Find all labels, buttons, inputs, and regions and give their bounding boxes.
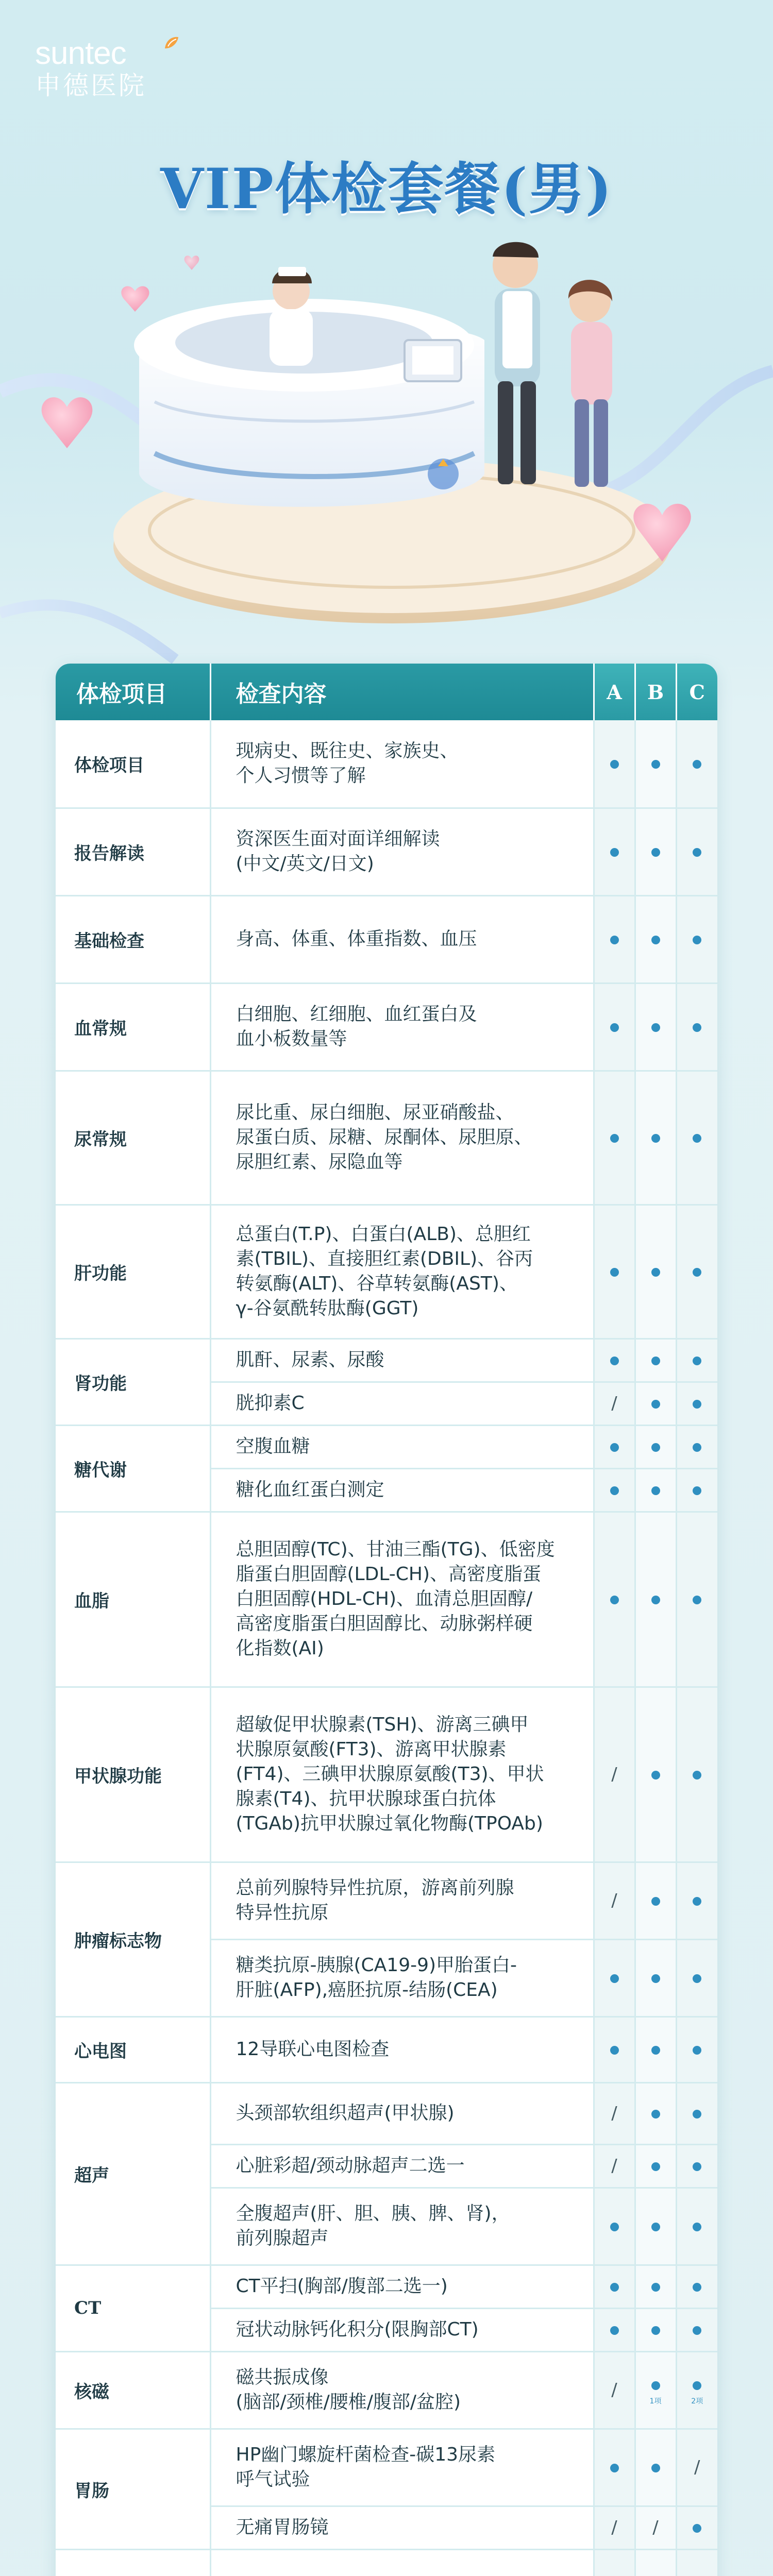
included-dot-icon [651, 1023, 660, 1032]
included-dot-icon [693, 2162, 701, 2171]
included-dot-icon [610, 1357, 619, 1365]
package-a-mark [594, 1687, 635, 1862]
item-line: 尿比重、尿白细胞、尿亚硝酸盐、 [236, 1102, 514, 1123]
item-line: 头颈部软组织超声(甲状腺) [236, 2103, 455, 2124]
package-c-mark [676, 2549, 717, 2576]
included-dot-icon [610, 2283, 619, 2292]
package-a-mark [594, 2016, 635, 2082]
package-a-mark [594, 1338, 635, 1382]
item-line: 特异性抗原 [236, 1902, 329, 1923]
item-line: 肝脏(AFP),癌胚抗原-结肠(CEA) [236, 1979, 498, 2001]
included-dot-icon [651, 2283, 660, 2292]
included-dot-icon [693, 936, 701, 944]
included-dot-icon [610, 1596, 619, 1604]
item-line: 血小板数量等 [236, 1028, 347, 1049]
package-a-mark [594, 2549, 635, 2576]
included-dot-icon [651, 1486, 660, 1495]
item-line: 空腹血糖 [236, 1436, 310, 1457]
included-dot-icon [651, 2381, 660, 2390]
package-b-mark [635, 2188, 676, 2265]
included-dot-icon [693, 1486, 701, 1495]
package-b-mark [635, 2016, 676, 2082]
item-line: (脑部/颈椎/腰椎/腹部/盆腔) [236, 2392, 461, 2413]
included-dot-icon [610, 2223, 619, 2231]
package-c-mark [676, 2351, 717, 2429]
package-b-mark [635, 2308, 676, 2351]
package-b-mark [635, 1425, 676, 1468]
not-included-mark: / [652, 2517, 659, 2538]
item-line: 尿蛋白质、尿糖、尿酮体、尿胆原、 [236, 1127, 533, 1148]
included-dot-icon [651, 1443, 660, 1452]
logo-leaf-icon [163, 35, 180, 50]
category-cell: 核磁 [56, 2351, 210, 2429]
package-a-mark [594, 983, 635, 1071]
category-cell: 体检项目 [56, 720, 210, 808]
package-a-mark [594, 1512, 635, 1687]
item-line: 磁共振成像 [236, 2367, 329, 2388]
item-cell [210, 1468, 594, 1512]
included-dot-icon [651, 848, 660, 857]
table-row [56, 2549, 717, 2576]
package-b-mark [635, 1205, 676, 1338]
table-row [56, 895, 717, 983]
included-dot-icon [693, 1268, 701, 1277]
package-b-mark [635, 1687, 676, 1862]
category-cell: CT [56, 2265, 210, 2351]
package-a-mark [594, 2506, 635, 2549]
table-row [56, 1205, 717, 1338]
category-cell: 肝功能 [56, 1205, 210, 1338]
category-cell: 报告解读 [56, 808, 210, 895]
item-cell [210, 2188, 594, 2265]
included-dot-icon [693, 1134, 701, 1143]
item-cell [210, 983, 594, 1071]
item-line: 总前列腺特异性抗原，游离前列腺 [236, 1877, 514, 1899]
included-dot-icon [693, 2524, 701, 2533]
package-c-mark [676, 1382, 717, 1425]
included-dot-icon [651, 1897, 660, 1906]
package-a-mark [594, 1468, 635, 1512]
package-b-mark [635, 1071, 676, 1205]
item-line: 转氨酶(ALT)、谷草转氨酶(AST)、 [236, 1273, 518, 1294]
not-included-mark: / [611, 1764, 617, 1785]
package-c-mark [676, 2308, 717, 2351]
package-a-mark [594, 1862, 635, 1939]
item-cell [210, 2308, 594, 2351]
page-title: VIP体检套餐(男) [160, 157, 613, 222]
package-b-mark [635, 2082, 676, 2144]
item-cell [210, 1205, 594, 1338]
package-b-mark [635, 1939, 676, 2016]
header-content: 检查内容 [210, 664, 594, 720]
included-dot-icon [651, 936, 660, 944]
not-included-mark: / [611, 1890, 617, 1911]
item-line: 全腹超声(肝、胆、胰、脾、肾)， [236, 2203, 510, 2224]
item-cell [210, 808, 594, 895]
package-c-mark [676, 1862, 717, 1939]
header-category: 体检项目 [56, 664, 210, 720]
item-line: (中文/英文/日文) [236, 853, 374, 874]
package-a-mark [594, 2308, 635, 2351]
item-line: 总胆固醇(TC)、甘油三酯(TG)、低密度 [236, 1539, 555, 1560]
item-cell [210, 2429, 594, 2506]
item-line: CT平扫(胸部/腹部二选一) [236, 2276, 448, 2297]
package-b-mark [635, 720, 676, 808]
item-line: 腺素(T4)、抗甲状腺球蛋白抗体 [236, 1788, 496, 1809]
package-b-mark [635, 2429, 676, 2506]
category-cell: 甲状腺功能 [56, 1687, 210, 1862]
item-line: 呼气试验 [236, 2469, 310, 2490]
category-cell: 血脂 [56, 1512, 210, 1687]
package-a-mark [594, 2429, 635, 2506]
package-c-mark [676, 1468, 717, 1512]
category-cell: 尿常规 [56, 1071, 210, 1205]
package-a-mark [594, 1071, 635, 1205]
package-c-mark [676, 2506, 717, 2549]
included-dot-icon [651, 1268, 660, 1277]
table-row [56, 2351, 717, 2429]
package-c-mark [676, 1338, 717, 1382]
item-line: HP幽门螺旋杆菌检查-碳13尿素 [236, 2444, 496, 2465]
package-c-mark [676, 895, 717, 983]
item-line: 现病史、既往史、家族史、 [236, 740, 459, 762]
included-dot-icon [651, 1357, 660, 1365]
included-dot-icon [693, 1974, 701, 1983]
package-b-mark [635, 808, 676, 895]
item-line: (TGAb)抗甲状腺过氧化物酶(TPOAb) [236, 1813, 543, 1834]
table-row [56, 2082, 717, 2144]
item-cell [210, 2144, 594, 2188]
item-cell [210, 2351, 594, 2429]
package-b-mark [635, 2265, 676, 2308]
not-included-mark: / [611, 2380, 617, 2400]
not-included-mark: / [611, 1393, 617, 1414]
item-line: (FT4)、三碘甲状腺原氨酸(T3)、甲状 [236, 1764, 544, 1785]
table-row [56, 720, 717, 808]
package-c-mark [676, 1205, 717, 1338]
table-row [56, 1338, 717, 1382]
package-c-mark [676, 2082, 717, 2144]
item-line: 前列腺超声 [236, 2228, 329, 2249]
package-c-mark [676, 720, 717, 808]
not-included-mark: / [611, 2517, 617, 2538]
category-cell: 糖代谢 [56, 1425, 210, 1512]
item-line: 白细胞、红细胞、血红蛋白及 [236, 1004, 477, 1025]
category-cell: 肾功能 [56, 1338, 210, 1425]
package-c-mark [676, 1425, 717, 1468]
item-cell [210, 1939, 594, 2016]
category-cell: 基础检查 [56, 895, 210, 983]
package-a-mark [594, 2351, 635, 2429]
included-dot-icon [610, 936, 619, 944]
included-dot-icon [610, 1268, 619, 1277]
included-dot-icon [651, 1974, 660, 1983]
item-cell [210, 1687, 594, 1862]
category-cell: 血常规 [56, 983, 210, 1071]
item-count-note: 1项 [649, 2397, 662, 2405]
not-included-mark: / [611, 2103, 617, 2124]
package-a-mark [594, 808, 635, 895]
table-header-row [56, 664, 717, 720]
included-dot-icon [651, 2162, 660, 2171]
included-dot-icon [693, 2326, 701, 2335]
package-a-mark [594, 895, 635, 983]
table-row [56, 1071, 717, 1205]
package-b-mark [635, 2144, 676, 2188]
included-dot-icon [610, 1974, 619, 1983]
package-c-mark [676, 2429, 717, 2506]
package-b-mark [635, 1862, 676, 1939]
item-line: γ-谷氨酰转肽酶(GGT) [236, 1298, 419, 1319]
package-b-mark [635, 1338, 676, 1382]
included-dot-icon [651, 1134, 660, 1143]
item-line: 脂蛋白胆固醇(LDL-CH)、高密度脂蛋 [236, 1564, 541, 1585]
package-b-mark [635, 895, 676, 983]
package-c-mark [676, 983, 717, 1071]
not-included-mark: / [694, 2457, 700, 2478]
included-dot-icon [693, 1596, 701, 1604]
table-row [56, 1425, 717, 1468]
included-dot-icon [693, 2381, 701, 2390]
package-c-mark [676, 2144, 717, 2188]
logo-chinese: 申德医院 [35, 71, 146, 100]
not-included-mark: / [611, 2156, 617, 2176]
category-cell [56, 2549, 210, 2576]
header-package-a: A [594, 664, 635, 720]
included-dot-icon [693, 2223, 701, 2231]
package-a-mark [594, 2188, 635, 2265]
package-a-mark [594, 2144, 635, 2188]
item-cell [210, 2016, 594, 2082]
included-dot-icon [651, 2223, 660, 2231]
package-a-mark [594, 2265, 635, 2308]
table-row [56, 1862, 717, 1939]
included-dot-icon [610, 760, 619, 769]
included-dot-icon [610, 1486, 619, 1495]
included-dot-icon [693, 848, 701, 857]
item-line: 个人习惯等了解 [236, 765, 366, 787]
package-a-mark [594, 1382, 635, 1425]
item-line: 状腺原氨酸(FT3)、游离甲状腺素 [236, 1739, 507, 1760]
item-cell [210, 720, 594, 808]
item-line: 冠状动脉钙化积分(限胸部CT) [236, 2319, 479, 2340]
included-dot-icon [693, 2046, 701, 2055]
item-line: 总蛋白(T.P)、白蛋白(ALB)、总胆红 [236, 1224, 531, 1245]
table-body [56, 720, 717, 2576]
category-cell: 心电图 [56, 2016, 210, 2082]
item-line: 糖类抗原-胰腺(CA19-9)甲胎蛋白- [236, 1955, 517, 1976]
item-line: 糖化血红蛋白测定 [236, 1479, 384, 1500]
included-dot-icon [693, 1897, 701, 1906]
package-c-mark [676, 2265, 717, 2308]
item-line: 白胆固醇(HDL-CH)、血清总胆固醇/ [236, 1588, 533, 1609]
package-c-mark [676, 2188, 717, 2265]
item-cell [210, 1071, 594, 1205]
table-row [56, 2265, 717, 2308]
item-cell [210, 2506, 594, 2549]
package-b-mark [635, 2351, 676, 2429]
package-c-mark [676, 1687, 717, 1862]
item-line: 胱抑素C [236, 1393, 305, 1414]
package-b-mark [635, 2549, 676, 2576]
included-dot-icon [693, 1400, 701, 1409]
table-row [56, 2016, 717, 2082]
item-line: 素(TBIL)、直接胆红素(DBIL)、谷丙 [236, 1248, 533, 1269]
package-comparison-table [56, 664, 717, 2576]
hospital-logo [35, 37, 146, 101]
reception-illustration [0, 206, 773, 670]
included-dot-icon [693, 2110, 701, 2119]
header-package-b: B [635, 664, 676, 720]
item-line: 心脏彩超/颈动脉超声二选一 [236, 2155, 465, 2176]
package-b-mark [635, 1512, 676, 1687]
item-line: 资深医生面对面详细解读 [236, 828, 440, 850]
table-row [56, 2429, 717, 2506]
checkup-table [56, 664, 717, 2576]
item-line: 身高、体重、体重指数、血压 [236, 928, 477, 950]
package-a-mark [594, 2082, 635, 2144]
included-dot-icon [693, 1771, 701, 1780]
package-c-mark [676, 2016, 717, 2082]
included-dot-icon [610, 1023, 619, 1032]
table-row [56, 808, 717, 895]
item-line: 12导联心电图检查 [236, 2039, 390, 2060]
package-a-mark [594, 1425, 635, 1468]
package-c-mark [676, 808, 717, 895]
included-dot-icon [610, 2326, 619, 2335]
package-b-mark [635, 2506, 676, 2549]
item-line: 无痛胃肠镜 [236, 2517, 329, 2538]
package-a-mark [594, 720, 635, 808]
category-cell: 超声 [56, 2082, 210, 2265]
table-row [56, 983, 717, 1071]
item-cell [210, 895, 594, 983]
package-c-mark [676, 1512, 717, 1687]
item-cell [210, 1512, 594, 1687]
package-b-mark [635, 1468, 676, 1512]
item-cell [210, 2082, 594, 2144]
included-dot-icon [610, 848, 619, 857]
package-a-mark [594, 1939, 635, 2016]
included-dot-icon [693, 1357, 701, 1365]
item-cell [210, 1338, 594, 1382]
included-dot-icon [693, 1023, 701, 1032]
included-dot-icon [651, 2046, 660, 2055]
item-cell [210, 1382, 594, 1425]
included-dot-icon [651, 760, 660, 769]
item-line: 高密度脂蛋白胆固醇比、动脉粥样硬 [236, 1613, 533, 1634]
item-count-note: 2项 [691, 2397, 703, 2405]
included-dot-icon [651, 1596, 660, 1604]
included-dot-icon [693, 760, 701, 769]
table-row [56, 1512, 717, 1687]
package-c-mark [676, 1071, 717, 1205]
table-row [56, 1687, 717, 1862]
included-dot-icon [651, 2464, 660, 2472]
included-dot-icon [651, 1400, 660, 1409]
item-line: 化指数(AI) [236, 1638, 324, 1659]
item-cell [210, 1425, 594, 1468]
included-dot-icon [651, 2110, 660, 2119]
item-cell [210, 2265, 594, 2308]
header-package-c: C [676, 664, 717, 720]
item-line: 尿胆红素、尿隐血等 [236, 1151, 403, 1173]
included-dot-icon [693, 2283, 701, 2292]
included-dot-icon [693, 1443, 701, 1452]
included-dot-icon [651, 2326, 660, 2335]
included-dot-icon [610, 1134, 619, 1143]
package-a-mark [594, 1205, 635, 1338]
included-dot-icon [610, 2464, 619, 2472]
item-cell [210, 1862, 594, 1939]
included-dot-icon [610, 1443, 619, 1452]
included-dot-icon [610, 2046, 619, 2055]
category-cell: 胃肠 [56, 2429, 210, 2549]
hero-header [0, 0, 773, 680]
item-line: 超敏促甲状腺素(TSH)、游离三碘甲 [236, 1714, 529, 1735]
category-cell: 肿瘤标志物 [56, 1862, 210, 2016]
package-b-mark [635, 983, 676, 1071]
item-line: 肌酐、尿素、尿酸 [236, 1349, 384, 1370]
logo-english: suntec [35, 36, 126, 71]
included-dot-icon [651, 1771, 660, 1780]
package-c-mark [676, 1939, 717, 2016]
package-b-mark [635, 1382, 676, 1425]
item-cell [210, 2549, 594, 2576]
